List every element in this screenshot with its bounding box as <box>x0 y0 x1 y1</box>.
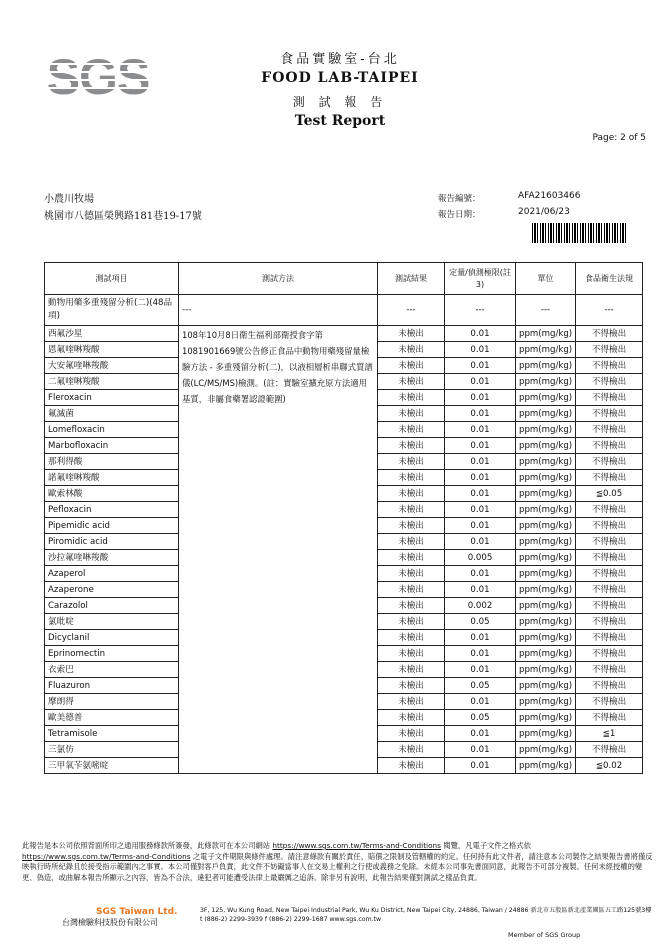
cell-limit: 0.01 <box>445 662 516 678</box>
report-title-en: Test Report <box>294 113 386 129</box>
cell-item: 歐美德普 <box>45 710 179 726</box>
cell-regulation: 不得檢出 <box>576 390 643 406</box>
cell-unit: --- <box>516 295 576 326</box>
cell-limit: 0.01 <box>445 518 516 534</box>
disclaimer-text-b: 閱覽，凡電子文件之格式依 <box>440 841 531 850</box>
cell-regulation: 不得檢出 <box>576 518 643 534</box>
cell-item: 氟滅菌 <box>45 406 179 422</box>
cell-result: 未檢出 <box>378 518 445 534</box>
table-row <box>45 326 643 342</box>
cell-item: Marbofloxacin <box>45 438 179 454</box>
cell-result: 未檢出 <box>378 406 445 422</box>
barcode <box>532 223 628 243</box>
cell-result: 未檢出 <box>378 422 445 438</box>
client-name: 小農川牧場 <box>44 194 94 205</box>
cell-unit: ppm(mg/kg) <box>516 758 576 774</box>
cell-limit: 0.01 <box>445 502 516 518</box>
cell-item: 歐索林酸 <box>45 486 179 502</box>
company-block <box>62 907 177 928</box>
member-of-sgs: Member of SGS Group <box>508 931 581 939</box>
cell-regulation: 不得檢出 <box>576 342 643 358</box>
cell-item: 那利得酸 <box>45 454 179 470</box>
header-limit: 定量/偵測極限(註3) <box>445 263 516 295</box>
cell-result: 未檢出 <box>378 470 445 486</box>
cell-limit: 0.01 <box>445 438 516 454</box>
cell-limit: 0.01 <box>445 358 516 374</box>
report-number-label: 報告編號： <box>438 194 481 204</box>
cell-result: 未檢出 <box>378 710 445 726</box>
cell-regulation: 不得檢出 <box>576 598 643 614</box>
cell-item: 諾氟喹啉羧酸 <box>45 470 179 486</box>
terms-link-2[interactable]: https://www.sgs.com.tw/Terms-and-Conditions <box>22 851 191 861</box>
cell-regulation: 不得檢出 <box>576 566 643 582</box>
cell-limit: 0.01 <box>445 534 516 550</box>
cell-result: 未檢出 <box>378 358 445 374</box>
terms-link-1[interactable]: https://www.sgs.com.tw/Terms-and-Conditions <box>272 841 441 850</box>
cell-limit: 0.01 <box>445 694 516 710</box>
cell-item: Fleroxacin <box>45 390 179 406</box>
cell-limit: 0.05 <box>445 710 516 726</box>
cell-limit: 0.01 <box>445 582 516 598</box>
cell-item: 二氟喹啉羧酸 <box>45 374 179 390</box>
cell-result: 未檢出 <box>378 454 445 470</box>
cell-result: 未檢出 <box>378 502 445 518</box>
cell-item: 衣索巴 <box>45 662 179 678</box>
table-header-row <box>45 263 643 295</box>
cell-limit: 0.005 <box>445 550 516 566</box>
cell-result: 未檢出 <box>378 662 445 678</box>
cell-unit: ppm(mg/kg) <box>516 614 576 630</box>
sgs-logo <box>44 46 152 104</box>
cell-regulation: 不得檢出 <box>576 678 643 694</box>
cell-regulation: 不得檢出 <box>576 502 643 518</box>
cell-item: Dicyclanil <box>45 630 179 646</box>
cell-regulation: 不得檢出 <box>576 614 643 630</box>
report-date-label: 報告日期： <box>438 210 481 220</box>
cell-regulation: 不得檢出 <box>576 374 643 390</box>
cell-unit: ppm(mg/kg) <box>516 518 576 534</box>
cell-unit: ppm(mg/kg) <box>516 678 576 694</box>
page-number: Page: 2 of 5 <box>592 133 646 143</box>
cell-item: 大安氟喹啉羧酸 <box>45 358 179 374</box>
cell-result: 未檢出 <box>378 550 445 566</box>
cell-item: Lomefloxacin <box>45 422 179 438</box>
cell-regulation: 不得檢出 <box>576 694 643 710</box>
cell-limit: 0.01 <box>445 422 516 438</box>
table-row <box>45 295 643 326</box>
cell-regulation: 不得檢出 <box>576 438 643 454</box>
report-number: AFA21603466 <box>518 191 581 201</box>
cell-regulation: 不得檢出 <box>576 422 643 438</box>
cell-unit: ppm(mg/kg) <box>516 582 576 598</box>
cell-method: --- <box>179 295 378 326</box>
cell-item: 氯吡啶 <box>45 614 179 630</box>
cell-result: 未檢出 <box>378 326 445 342</box>
cell-regulation: 不得檢出 <box>576 582 643 598</box>
cell-item: 動物用藥多重殘留分析(二)(48品項) <box>45 295 179 326</box>
lab-title-zh: 食品實驗室-台北 <box>280 52 400 67</box>
cell-regulation: 不得檢出 <box>576 662 643 678</box>
disclaimer <box>22 841 654 883</box>
cell-result: 未檢出 <box>378 438 445 454</box>
cell-limit: 0.01 <box>445 646 516 662</box>
cell-unit: ppm(mg/kg) <box>516 406 576 422</box>
cell-result: 未檢出 <box>378 342 445 358</box>
cell-item: 三甲氧苄氨嘧啶 <box>45 758 179 774</box>
cell-result: 未檢出 <box>378 534 445 550</box>
cell-item: 三氯仿 <box>45 742 179 758</box>
cell-limit: 0.01 <box>445 486 516 502</box>
report-title-zh: 測 試 報 告 <box>292 95 388 109</box>
cell-regulation: --- <box>576 295 643 326</box>
cell-result: 未檢出 <box>378 726 445 742</box>
cell-regulation: 不得檢出 <box>576 358 643 374</box>
cell-item: Tetramisole <box>45 726 179 742</box>
cell-item: Azaperol <box>45 566 179 582</box>
cell-regulation: 不得檢出 <box>576 646 643 662</box>
cell-unit: ppm(mg/kg) <box>516 438 576 454</box>
company-name-en: SGS Taiwan Ltd. <box>96 907 178 917</box>
cell-result: 未檢出 <box>378 742 445 758</box>
cell-item: 摩朗得 <box>45 694 179 710</box>
cell-item: Pefloxacin <box>45 502 179 518</box>
lab-title-en: FOOD LAB-TAIPEI <box>261 70 419 86</box>
cell-result: 未檢出 <box>378 582 445 598</box>
results-table <box>44 262 643 774</box>
cell-limit: 0.01 <box>445 758 516 774</box>
cell-item: 西氟沙星 <box>45 326 179 342</box>
header-test-method: 測試方法 <box>179 263 378 295</box>
company-address <box>200 906 651 924</box>
cell-regulation: 不得檢出 <box>576 742 643 758</box>
cell-limit: 0.05 <box>445 678 516 694</box>
cell-limit: 0.05 <box>445 614 516 630</box>
cell-limit: 0.01 <box>445 390 516 406</box>
client-address: 桃園市八德區榮興路181巷19-17號 <box>44 211 202 222</box>
cell-unit: ppm(mg/kg) <box>516 598 576 614</box>
cell-limit: 0.01 <box>445 742 516 758</box>
cell-unit: ppm(mg/kg) <box>516 422 576 438</box>
cell-item: Azaperone <box>45 582 179 598</box>
cell-unit: ppm(mg/kg) <box>516 326 576 342</box>
cell-unit: ppm(mg/kg) <box>516 630 576 646</box>
cell-unit: ppm(mg/kg) <box>516 550 576 566</box>
cell-unit: ppm(mg/kg) <box>516 470 576 486</box>
cell-result: --- <box>378 295 445 326</box>
company-name-zh: 台灣檢驗科技股份有限公司 <box>62 918 158 927</box>
cell-regulation: 不得檢出 <box>576 326 643 342</box>
disclaimer-text-c: 之電子文件期限與條件處理。請注意條款有關於責任、賠償之限制及管轄權的約定。任何持有此文件者，請注意本公司製作之結果報告書將僅反映執行時所紀錄且於接受指示範圍內之事實。本公司僅對客戶負責，此文件不妨礙當事人在交易上權利之行使或義務之免除。未經本公司事先書面同意，此報告不可部分複製。任何未經授權的變更、偽造、或曲解本報告所顯示之內容，皆為不合法，違犯者可能遭受法律上最嚴厲之追訴。除非另有說明，此報告結果僅對測試之樣品負責。 <box>22 851 653 882</box>
cell-result: 未檢出 <box>378 390 445 406</box>
cell-limit: 0.01 <box>445 630 516 646</box>
report-date: 2021/06/23 <box>518 207 570 217</box>
cell-regulation: 不得檢出 <box>576 454 643 470</box>
cell-regulation: 不得檢出 <box>576 630 643 646</box>
cell-item: Fluazuron <box>45 678 179 694</box>
address-line-1: 3F, 125, Wu Kung Road, New Taipei Industrial Park, Wu Ku District, New Taipei City, 24886, Taiwan / 24886 新北市五股區新北產業園區五工路125號3樓 <box>200 907 652 914</box>
cell-limit: 0.01 <box>445 726 516 742</box>
cell-regulation: 不得檢出 <box>576 550 643 566</box>
cell-item: 沙拉氟喹啉羧酸 <box>45 550 179 566</box>
cell-regulation: 不得檢出 <box>576 534 643 550</box>
cell-result: 未檢出 <box>378 374 445 390</box>
cell-item: Pipemidic acid <box>45 518 179 534</box>
cell-result: 未檢出 <box>378 598 445 614</box>
header-test-item: 測試項目 <box>45 263 179 295</box>
cell-item: 恩氟喹啉羧酸 <box>45 342 179 358</box>
disclaimer-text-a: 此報告是本公司依照背面所印之通用服務條款所簽發，此條款可在本公司網站 <box>22 841 273 850</box>
cell-result: 未檢出 <box>378 678 445 694</box>
cell-limit: 0.01 <box>445 406 516 422</box>
cell-limit: 0.01 <box>445 454 516 470</box>
cell-result: 未檢出 <box>378 646 445 662</box>
cell-unit: ppm(mg/kg) <box>516 454 576 470</box>
cell-result: 未檢出 <box>378 486 445 502</box>
cell-limit: 0.002 <box>445 598 516 614</box>
svg-text:SGS: SGS <box>46 49 150 104</box>
cell-item: Piromidic acid <box>45 534 179 550</box>
cell-unit: ppm(mg/kg) <box>516 742 576 758</box>
cell-regulation: ≦1 <box>576 726 643 742</box>
cell-unit: ppm(mg/kg) <box>516 390 576 406</box>
cell-result: 未檢出 <box>378 614 445 630</box>
cell-limit: 0.01 <box>445 374 516 390</box>
cell-method: 108年10月8日衛生福利部衛授食字第1081901669號公告修正食品中動物用藥殘留量檢驗方法 - 多重殘留分析(二)，以液相層析串聯式質譜儀(LC/MS/MS)檢測。(註：實驗室擴充原方法適用基質，非屬食藥署認證範圍) <box>179 326 378 774</box>
header-result: 測試結果 <box>378 263 445 295</box>
cell-unit: ppm(mg/kg) <box>516 710 576 726</box>
cell-limit: 0.01 <box>445 566 516 582</box>
cell-regulation: 不得檢出 <box>576 710 643 726</box>
cell-regulation: 不得檢出 <box>576 470 643 486</box>
cell-limit: --- <box>445 295 516 326</box>
header-regulation: 食品衛生法規 <box>576 263 643 295</box>
cell-limit: 0.01 <box>445 470 516 486</box>
cell-unit: ppm(mg/kg) <box>516 726 576 742</box>
cell-result: 未檢出 <box>378 566 445 582</box>
cell-unit: ppm(mg/kg) <box>516 566 576 582</box>
cell-unit: ppm(mg/kg) <box>516 534 576 550</box>
cell-regulation: ≦0.02 <box>576 758 643 774</box>
cell-item: Carazolol <box>45 598 179 614</box>
cell-regulation: 不得檢出 <box>576 406 643 422</box>
cell-unit: ppm(mg/kg) <box>516 358 576 374</box>
cell-item: Eprinomectin <box>45 646 179 662</box>
cell-result: 未檢出 <box>378 694 445 710</box>
cell-result: 未檢出 <box>378 630 445 646</box>
cell-unit: ppm(mg/kg) <box>516 646 576 662</box>
cell-unit: ppm(mg/kg) <box>516 374 576 390</box>
cell-unit: ppm(mg/kg) <box>516 502 576 518</box>
cell-limit: 0.01 <box>445 326 516 342</box>
cell-unit: ppm(mg/kg) <box>516 694 576 710</box>
cell-result: 未檢出 <box>378 758 445 774</box>
address-line-2: t (886-2) 2299-3939 f (886-2) 2299-1687 www.sgs.com.tw <box>200 916 382 923</box>
cell-unit: ppm(mg/kg) <box>516 486 576 502</box>
cell-limit: 0.01 <box>445 342 516 358</box>
cell-unit: ppm(mg/kg) <box>516 662 576 678</box>
header-unit: 單位 <box>516 263 576 295</box>
cell-regulation: ≦0.05 <box>576 486 643 502</box>
cell-unit: ppm(mg/kg) <box>516 342 576 358</box>
